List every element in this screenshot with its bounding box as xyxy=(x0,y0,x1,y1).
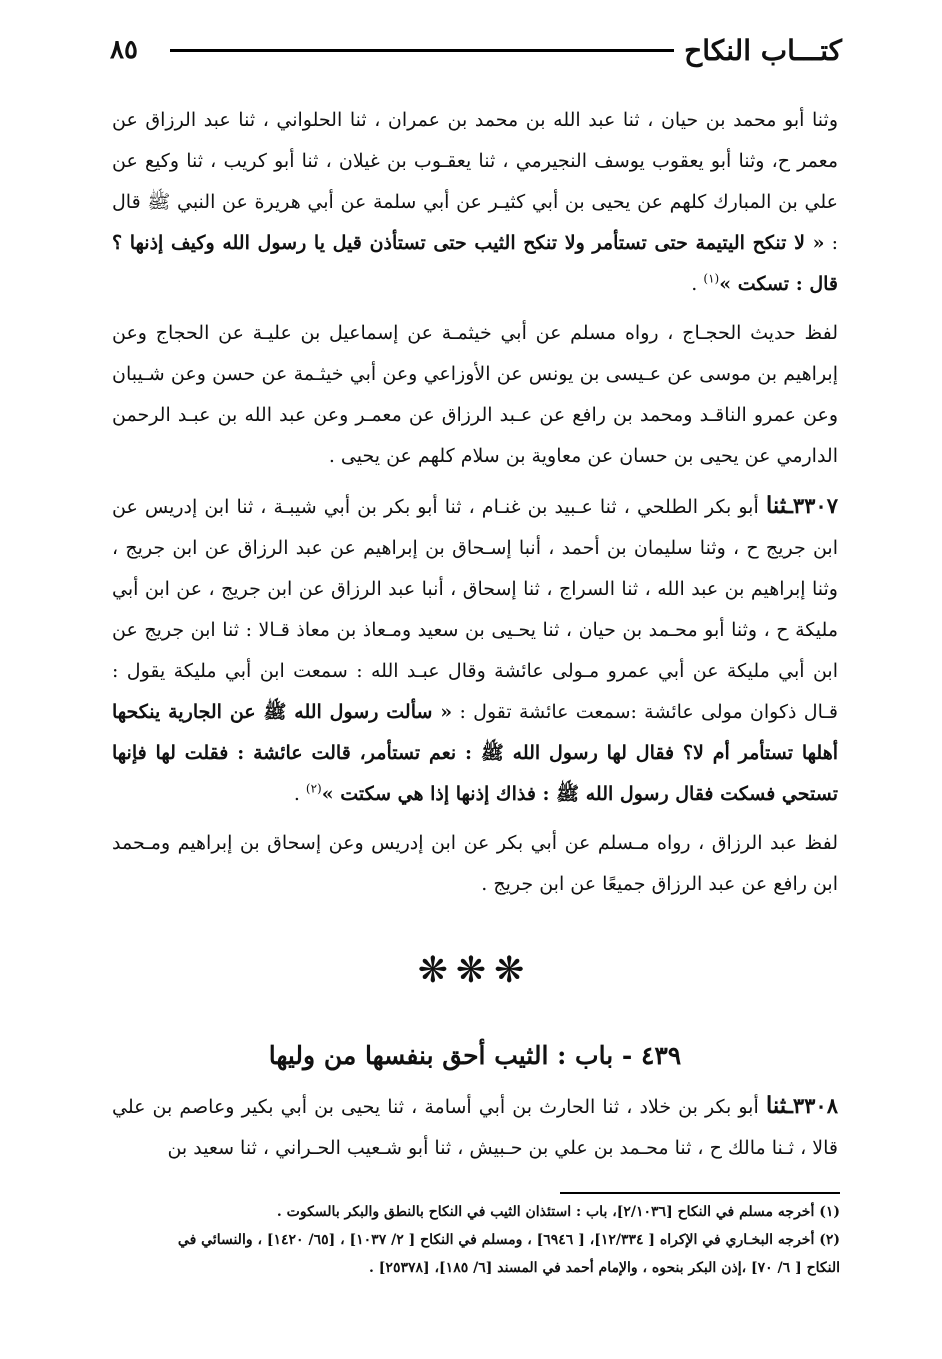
section-divider-stars: ❋❋❋ xyxy=(417,950,533,991)
page-number: ٨٥ xyxy=(110,35,138,65)
page-header xyxy=(110,28,842,72)
footnote-ref: (٢) xyxy=(305,781,322,796)
paragraph-end: . xyxy=(293,783,306,805)
thana-word: ثنا xyxy=(765,1092,787,1119)
paragraph-2 xyxy=(112,313,838,477)
chapter-heading: ٤٣٩ - باب : الثيب أحق بنفسها من وليها xyxy=(268,1041,682,1070)
header-rule xyxy=(170,49,674,52)
book-title: كتـــاب النكاح xyxy=(684,33,842,67)
page-body xyxy=(112,100,838,1169)
footnote-2: (٢) أخرجه البخـاري في الإكراه [ ١٢/٣٣٤]، [ ٦٩٤٦] ، ومسلم في النكاح [ ٢/ ١٠٣٧] ، [٦٥/ ١٤٢٠] ، والنسائي في النكاح [ ٦/ ٧٠] ،إذن البكر بنحوه ، والإمام أحمد في المسند [٦/ ١٨٥]، [٢٥٣٧٨] . xyxy=(177,1232,840,1276)
paragraph-text: أبو بكر بن خلاد ، ثنا الحارث بن أبي أسامة ، ثنا يحيى بن أبي بكير وعاصم بن علي قالا ، ثـنا مالك ح ، ثنا محـمد بن علي بن حـبيش ، ثنا أبو شـعيب الحـراني ، ثنا سعيد بن xyxy=(112,1096,838,1159)
footnote-rule xyxy=(560,1192,840,1194)
footnote-ref: (١) xyxy=(703,271,720,286)
footnotes xyxy=(160,1198,840,1282)
hadith-quote: « سألت رسول الله ﷺ عن الجارية ينكحها أهلها تستأمر أم لا؟ فقال لها رسول الله ﷺ : نعم تستأمر، قالت عائشة : فقلت لها فإنها تستحي فسكت فقال رسول الله ﷺ : فذاك إذنها إذا هي سكتت » xyxy=(112,701,838,805)
thana-word: ثنا xyxy=(765,492,787,519)
paragraph-text: وثنا أبو محمد بن حيان ، ثنا عبد الله بن محمد بن عمران ، ثنا الحلواني ، ثنا عبد الرزاق عن معمر ح، وثنا أبو يعقوب يوسف النجيرمي ، ثنا يعقـوب بن غيلان ، ثنا أبو كريب ، ثنا وكيع عن علي بن المبارك كلهم عن يحيى بن أبي كثيـر عن أبي سلمة عن أبي هريرة عن النبي ﷺ قال : xyxy=(112,109,838,254)
paragraph-text: لفظ عبد الرزاق ، رواه مـسلم عن أبي بكر عن ابن إدريس وعن إسحاق بن إبراهيم ومـحمد ابن رافع عن عبد الرزاق جميعًا عن ابن جريج . xyxy=(112,832,838,895)
hadith-number: ٣٣٠٨ـ xyxy=(786,1093,838,1118)
hadith-number: ٣٣٠٧ـ xyxy=(786,493,838,518)
hadith-3307 xyxy=(112,485,838,815)
hadith-quote: « لا تنكح اليتيمة حتى تستأمر ولا تنكح الثيب حتى تستأذن قيل يا رسول الله وكيف إذنها ؟ قال : تسكت » xyxy=(112,232,838,295)
paragraph-end: . xyxy=(691,273,704,295)
hadith-3308 xyxy=(112,1085,838,1169)
paragraph-text: لفظ حديث الحجـاج ، رواه مسلم عن أبي خيثمـة عن إسماعيل بن عليـة عن الحجاج وعن إبراهيم بن موسى عن عـيسى بن يونس عن الأوزاعي وعن أبي خيثـمة عن حسن وعن شـيبان وعن عمرو الناقـد ومحمد بن رافع عن عـبد الرزاق عن معمـر وعن عبد الله بن عبـد الرحمن الدارمي عن يحيى بن حسان عن معاوية بن سلام كلهم عن يحيى . xyxy=(112,322,838,467)
paragraph-1 xyxy=(112,100,838,305)
paragraph-text: أبو بكر الطلحي ، ثنا عـبيد بن غنـام ، ثنا أبو بكر بن أبي شيبـة ، ثنا ابن إدريس عن ابن جريج ح ، وثنا سليمان بن أحمد ، أنبا إسـحاق بن إبراهيم عن عبد الرزاق عن ابن جريج ، وثنا إبراهيم بن عبد الله ، ثنا السراج ، ثنا إسحاق ، أنبا عبد الرزاق عن ابن جريج ، عن ابن أبي مليكة ح ، وثنا أبو محـمد بن حيان ، ثنا يحـيى بن سعيد ومـعاذ بن معاذ قـالا : ثنا ابن جريج عن ابن أبي مليكة عن أبي عمرو مـولى عائشة وقال عبـد الله : سمعت ابن أبي مليكة يقول : قـال ذكوان مولى عائشة :سمعت عائشة تقول : xyxy=(112,496,839,723)
footnote-1: (١) أخرجه مسلم في النكاح [٢/١٠٣٦]، باب : استئذان الثيب في النكاح بالنطق والبكر بالسكوت . xyxy=(276,1204,840,1220)
paragraph-4 xyxy=(112,823,838,905)
